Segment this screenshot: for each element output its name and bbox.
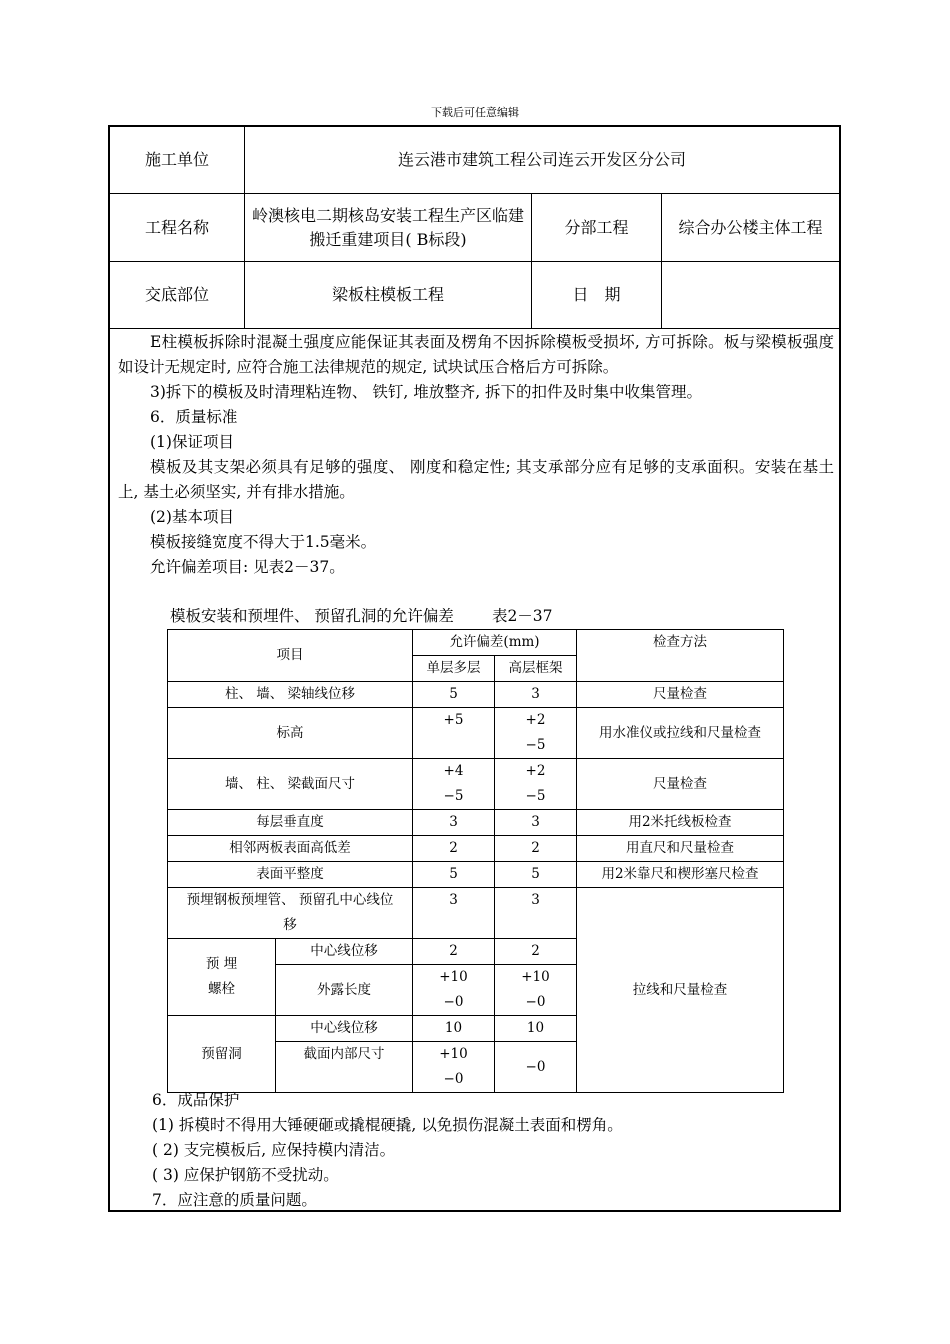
cell-value: 10 (413, 1016, 495, 1042)
cell-value: 2 (413, 836, 495, 862)
subproject-label: 分部工程 (564, 217, 629, 237)
cell-item-line: 预埋钢板预埋管、 预留孔中心线位 (186, 892, 394, 908)
cell-value: 5 (413, 682, 495, 708)
part-value: 梁板柱模板工程 (331, 285, 444, 304)
cell-value: 3 (495, 888, 577, 939)
cell-value: 3 (495, 682, 577, 708)
unit-label: 施工单位 (144, 150, 209, 169)
paragraph: E柱模板拆除时混凝土强度应能保证其表面及楞角不因拆除模板受损坏, 方可拆除。板与梁模板强度如设计无规定时, 应符合施工法律规范的规定, 试块试压合格后方可拆除。 (118, 333, 835, 376)
cell-value: 5 (495, 862, 577, 888)
cell-group: 预留洞 (168, 1016, 276, 1093)
paragraph: 3)拆下的模板及时清理粘连物、 铁钉, 堆放整齐, 拆下的扣件及时集中收集管理。 (150, 383, 703, 401)
cell-value-line: −0 (443, 1071, 464, 1087)
cell-value: 5 (413, 862, 495, 888)
cell-value: 2 (495, 836, 577, 862)
table-row (168, 862, 784, 888)
header-item: 项目 (168, 630, 413, 682)
cell-value-line: +4 (443, 763, 464, 779)
tail-text (152, 1088, 623, 1213)
cell-value-line: +10 (521, 969, 550, 985)
cell-value: −0 (495, 1042, 577, 1093)
part-label: 交底部位 (144, 285, 209, 304)
cell-item: 墙、 柱、 梁截面尺寸 (168, 759, 413, 810)
paragraph: 模板接缝宽度不得大于1.5毫米。 (150, 533, 377, 551)
cell-item (168, 888, 413, 939)
cell-subitem: 截面内部尺寸 (276, 1042, 413, 1093)
paragraph: 允许偏差项目: 见表2－37。 (150, 558, 345, 576)
cell-method: 用水准仪或拉线和尺量检查 (577, 708, 784, 759)
cell-value: 10 (495, 1016, 577, 1042)
cell-value-line: +2 (525, 712, 546, 728)
table-row (168, 682, 784, 708)
row-divider-3 (110, 328, 839, 329)
project-value: 岭澳核电二期核岛安装工程生产区临建搬迁重建项目( B标段) (251, 205, 524, 249)
header-method: 检查方法 (577, 630, 784, 682)
cell-value (413, 759, 495, 810)
subheading: (1)保证项目 (150, 433, 234, 451)
unit-value: 连云港市建筑工程公司连云开发区分公司 (397, 150, 686, 169)
section-heading: 6．成品保护 (152, 1091, 240, 1109)
cell-value (413, 1042, 495, 1093)
cell-value (495, 965, 577, 1016)
paragraph: (1) 拆模时不得用大锤硬砸或撬棍硬撬, 以免损伤混凝土表面和楞角。 (152, 1116, 623, 1134)
cell-method: 拉线和尺量检查 (577, 888, 784, 1093)
top-note: 下载后可任意编辑 (431, 106, 519, 119)
subheading: (2)基本项目 (150, 508, 234, 526)
date-value (662, 262, 839, 328)
cell-item: 表面平整度 (168, 862, 413, 888)
table-row (168, 708, 784, 759)
cell-method: 用2米托线板检查 (577, 810, 784, 836)
cell-item-line: 移 (283, 917, 297, 933)
cell-value (495, 759, 577, 810)
cell-value: +5 (413, 708, 495, 759)
header-high: 高层框架 (495, 656, 577, 682)
cell-method: 尺量检查 (577, 759, 784, 810)
table-row (168, 810, 784, 836)
table-header-row (168, 630, 784, 656)
paragraph: 模板及其支架必须具有足够的强度、 刚度和稳定性; 其支承部分应有足够的支承面积。安装在基土上, 基土必须坚实, 并有排水措施。 (118, 458, 834, 501)
cell-method: 尺量检查 (577, 682, 784, 708)
cell-value-line: −5 (525, 788, 546, 804)
project-label: 工程名称 (144, 217, 209, 237)
section-heading: 7．应注意的质量问题。 (152, 1191, 317, 1209)
cell-value-line: +2 (525, 763, 546, 779)
cell-value-line: −5 (443, 788, 464, 804)
cell-value-line: +10 (439, 969, 468, 985)
subproject-value: 综合办公楼主体工程 (678, 217, 823, 237)
cell-value (413, 965, 495, 1016)
paragraph: ( 2) 支完模板后, 应保持模内清洁。 (152, 1141, 396, 1159)
cell-item: 每层垂直度 (168, 810, 413, 836)
paragraph: ( 3) 应保护钢筋不受扰动。 (152, 1166, 339, 1184)
table-row (168, 836, 784, 862)
cell-value-line: −0 (525, 994, 546, 1010)
header-single: 单层多层 (413, 656, 495, 682)
cell-value: 3 (495, 810, 577, 836)
cell-value-line: −0 (443, 994, 464, 1010)
table-row (168, 759, 784, 810)
cell-value (495, 708, 577, 759)
cell-value-line: −5 (525, 737, 546, 753)
cell-method: 用2米靠尺和楔形塞尺检查 (577, 862, 784, 888)
cell-value: 3 (413, 810, 495, 836)
cell-method: 用直尺和尺量检查 (577, 836, 784, 862)
cell-value: 2 (413, 939, 495, 965)
date-label: 日 期 (572, 285, 621, 304)
cell-item: 柱、 墙、 梁轴线位移 (168, 682, 413, 708)
cell-group (168, 939, 276, 1016)
table-row (168, 888, 784, 939)
tolerance-table (167, 629, 784, 1093)
cell-subitem: 中心线位移 (276, 1016, 413, 1042)
cell-group-line: 螺栓 (208, 981, 235, 997)
cell-group-line: 预 埋 (205, 956, 238, 972)
cell-value-line: +10 (439, 1046, 468, 1062)
cell-item: 相邻两板表面高低差 (168, 836, 413, 862)
section-heading: 6．质量标准 (150, 408, 238, 426)
table-caption: 模板安装和预埋件、 预留孔洞的允许偏差 表2－37 (170, 607, 553, 625)
cell-value: 2 (495, 939, 577, 965)
cell-subitem: 中心线位移 (276, 939, 413, 965)
body-text (118, 330, 834, 580)
cell-item: 标高 (168, 708, 413, 759)
cell-subitem: 外露长度 (276, 965, 413, 1016)
cell-value: 3 (413, 888, 495, 939)
header-deviation: 允许偏差(mm) (413, 630, 577, 656)
